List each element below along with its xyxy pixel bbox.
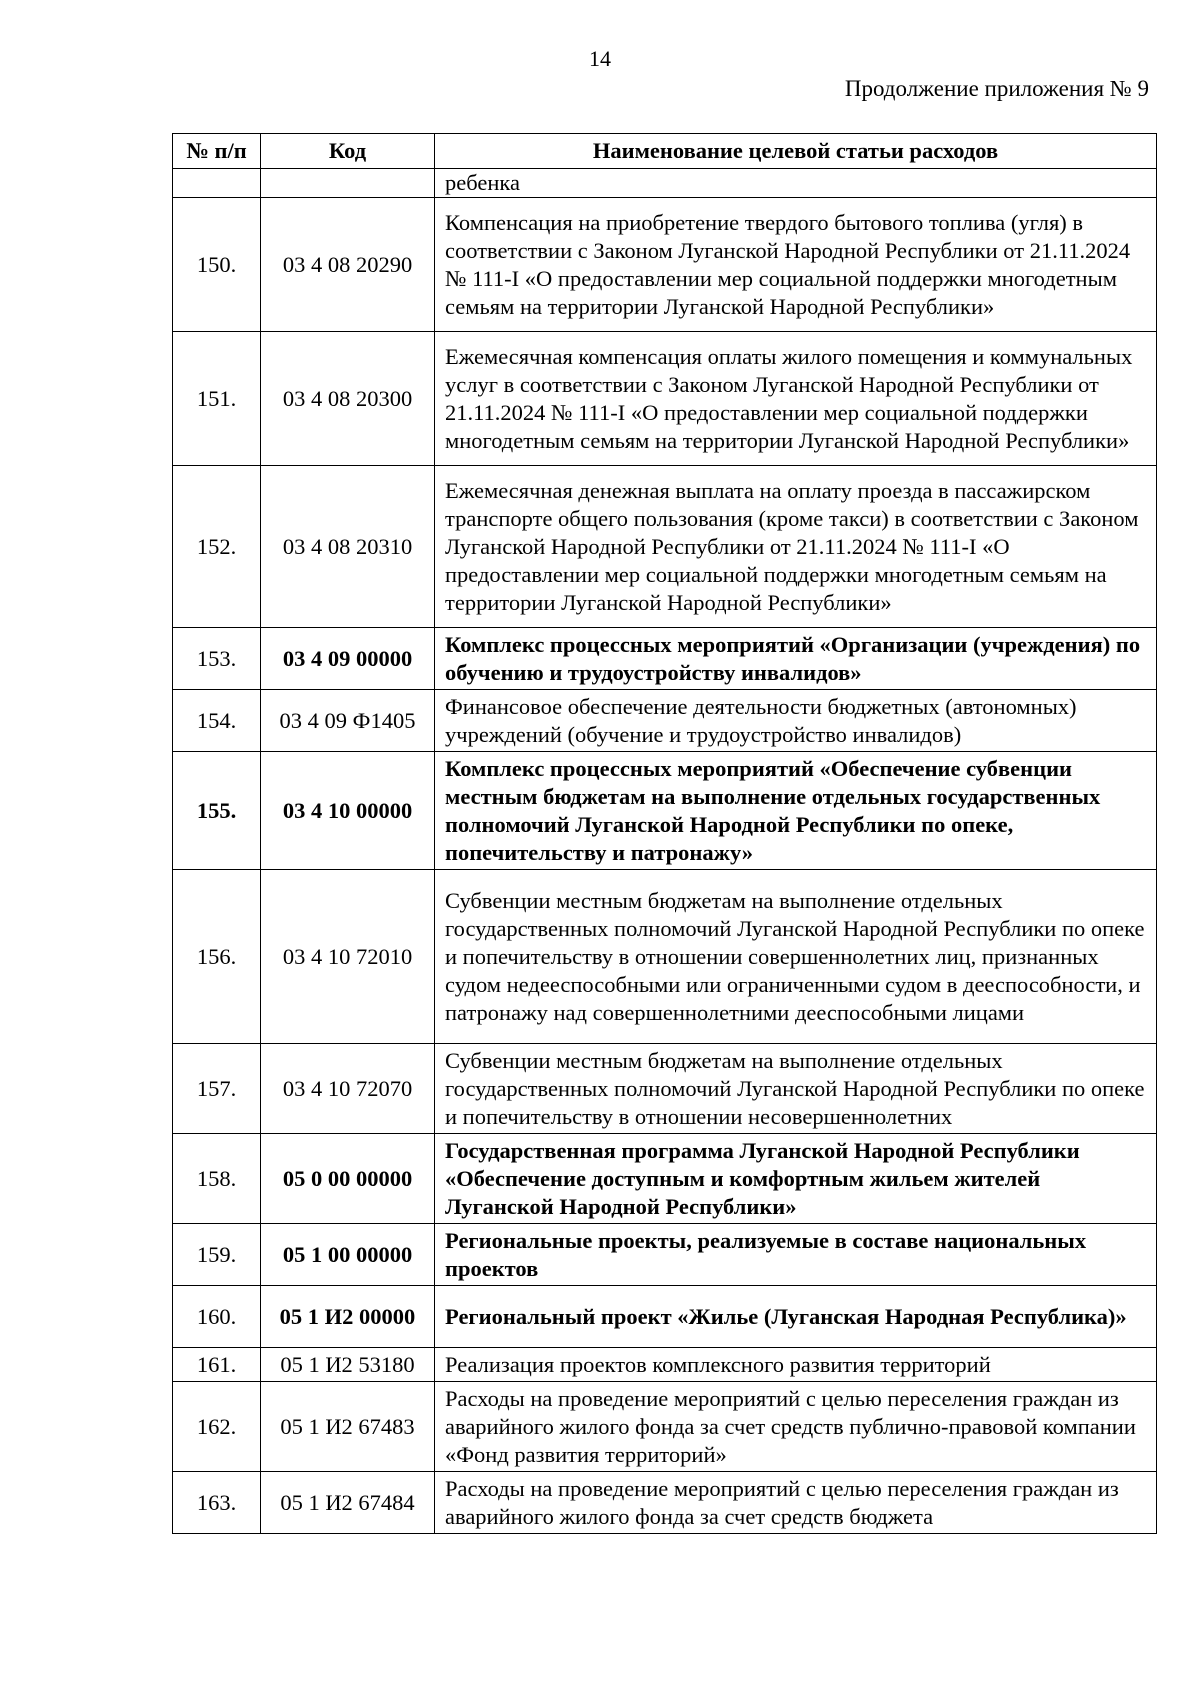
row-code: 05 1 И2 00000: [261, 1286, 435, 1348]
row-name: Ежемесячная денежная выплата на оплату проезда в пассажирском транспорте общего пользования (кроме такси) в соответствии с Законом Луганской Народной Республики от 21.11.2024 № 111-I «О предоставлении мер социальной поддержки многодетным семьям на территории Луганской Народной Республики»: [435, 466, 1157, 628]
row-num: 154.: [173, 690, 261, 752]
table-row: [173, 169, 1157, 198]
row-name: Государственная программа Луганской Народной Республики «Обеспечение доступным и комфортным жильем жителей Луганской Народной Республики»: [435, 1134, 1157, 1224]
row-num: 159.: [173, 1224, 261, 1286]
row-name: Региональные проекты, реализуемые в составе национальных проектов: [435, 1224, 1157, 1286]
row-code: 03 4 08 20300: [261, 332, 435, 466]
row-code: 05 1 И2 53180: [261, 1348, 435, 1382]
row-name: Комплекс процессных мероприятий «Обеспечение субвенции местным бюджетам на выполнение отдельных государственных полномочий Луганской Народной Республики по опеке, попечительству и патронажу»: [435, 752, 1157, 870]
row-name: Комплекс процессных мероприятий «Организации (учреждения) по обучению и трудоустройству инвалидов»: [435, 628, 1157, 690]
page-number: 14: [589, 46, 611, 71]
header-num: № п/п: [173, 134, 261, 169]
table-row: [173, 690, 1157, 752]
row-code: 03 4 10 72070: [261, 1044, 435, 1134]
row-num: 151.: [173, 332, 261, 466]
row-num: 155.: [173, 752, 261, 870]
row-code: 05 0 00 00000: [261, 1134, 435, 1224]
row-num: 157.: [173, 1044, 261, 1134]
row-num: 162.: [173, 1382, 261, 1472]
table-row: [173, 1382, 1157, 1472]
row-code: 03 4 10 72010: [261, 870, 435, 1044]
row-name: Субвенции местным бюджетам на выполнение отдельных государственных полномочий Луганской Народной Республики по опеке и попечительству в отношении совершеннолетних лиц, признанных судом недееспособными или ограниченными судом в дееспособности, и патронажу над совершеннолетними дееспособными лицами: [435, 870, 1157, 1044]
row-name: Компенсация на приобретение твердого бытового топлива (угля) в соответствии с Законом Луганской Народной Республики от 21.11.2024 № 111-I «О предоставлении мер социальной поддержки многодетным семьям на территории Луганской Народной Республики»: [435, 198, 1157, 332]
row-code: 05 1 00 00000: [261, 1224, 435, 1286]
row-name: Субвенции местным бюджетам на выполнение отдельных государственных полномочий Луганской Народной Республики по опеке и попечительству в отношении несовершеннолетних: [435, 1044, 1157, 1134]
row-num: 150.: [173, 198, 261, 332]
row-num: 160.: [173, 1286, 261, 1348]
row-name: Расходы на проведение мероприятий с целью переселения граждан из аварийного жилого фонда за счет средств публично-правовой компании «Фонд развития территорий»: [435, 1382, 1157, 1472]
table-row: [173, 752, 1157, 870]
table-row: [173, 1044, 1157, 1134]
row-code: 05 1 И2 67483: [261, 1382, 435, 1472]
table-row: [173, 1472, 1157, 1534]
table-row: [173, 332, 1157, 466]
header-name: Наименование целевой статьи расходов: [435, 134, 1157, 169]
table-row: [173, 466, 1157, 628]
table-row: [173, 628, 1157, 690]
table-row: [173, 870, 1157, 1044]
row-code: 03 4 09 00000: [261, 628, 435, 690]
table-row: [173, 1134, 1157, 1224]
table-header-row: [173, 134, 1157, 169]
continuation-title: Продолжение приложения № 9: [844, 76, 1149, 101]
table-row: [173, 1348, 1157, 1382]
row-name: Ежемесячная компенсация оплаты жилого помещения и коммунальных услуг в соответствии с Законом Луганской Народной Республики от 21.11.2024 № 111-I «О предоставлении мер социальной поддержки многодетным семьям на территории Луганской Народной Республики»: [435, 332, 1157, 466]
row-code: [261, 169, 435, 198]
row-num: 156.: [173, 870, 261, 1044]
row-num: 163.: [173, 1472, 261, 1534]
row-name: Региональный проект «Жилье (Луганская Народная Республика)»: [435, 1286, 1157, 1348]
row-name: Финансовое обеспечение деятельности бюджетных (автономных) учреждений (обучение и трудоустройство инвалидов): [435, 690, 1157, 752]
header-code: Код: [261, 134, 435, 169]
row-name: Реализация проектов комплексного развития территорий: [435, 1348, 1157, 1382]
row-num: 161.: [173, 1348, 261, 1382]
budget-table: [172, 133, 1157, 1534]
row-num: 158.: [173, 1134, 261, 1224]
table-row: [173, 198, 1157, 332]
row-num: [173, 169, 261, 198]
row-code: 03 4 10 00000: [261, 752, 435, 870]
row-name: Расходы на проведение мероприятий с целью переселения граждан из аварийного жилого фонда за счет средств бюджета: [435, 1472, 1157, 1534]
row-code: 03 4 08 20310: [261, 466, 435, 628]
table-row: [173, 1224, 1157, 1286]
row-num: 153.: [173, 628, 261, 690]
table-row: [173, 1286, 1157, 1348]
row-name: ребенка: [435, 169, 1157, 198]
row-code: 05 1 И2 67484: [261, 1472, 435, 1534]
row-code: 03 4 09 Ф1405: [261, 690, 435, 752]
row-code: 03 4 08 20290: [261, 198, 435, 332]
row-num: 152.: [173, 466, 261, 628]
